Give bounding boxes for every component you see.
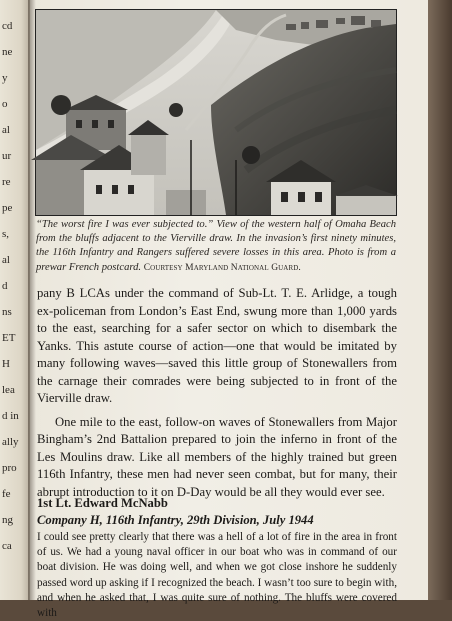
previous-page-edge: [0, 0, 30, 600]
prev-page-fragment: s,: [2, 228, 10, 240]
caption-credit: Courtesy Maryland National Guard.: [143, 262, 301, 273]
prev-page-fragment: cd: [2, 20, 13, 32]
prev-page-fragment: H: [2, 358, 10, 370]
prev-page-fragment: lea: [2, 384, 15, 396]
prev-page-fragment: ca: [2, 540, 12, 552]
speaker-name: 1st Lt. Edward McNabb: [37, 496, 168, 510]
prev-page-fragment: ur: [2, 150, 12, 162]
testimony-heading: [37, 495, 397, 529]
paragraph-2: One mile to the east, follow-on waves of Stonewallers from Major Bingham’s 2nd Battalion prepared to join the inferno in front of the Les Moulins draw. Like all members of the highly trained but green 116th Infantry, these men had never seen combat, but for many, their abrupt introduction to it on D-Day would be all they would ever see.: [37, 414, 397, 499]
body-text: [37, 285, 397, 501]
prev-page-fragment: ET: [2, 332, 16, 344]
prev-page-fragment: re: [2, 176, 11, 188]
prev-page-fragment: fe: [2, 488, 11, 500]
book-page-stack-edge: [428, 0, 452, 600]
omaha-beach-photo: [35, 9, 397, 216]
speaker-unit: Company H, 116th Infantry, 29th Division, July 1944: [37, 513, 314, 527]
prev-page-fragment: ally: [2, 436, 19, 448]
caption-text: “The worst fire I was ever subjected to.” View of the western half of Omaha Beach from the bluffs adjacent to the Vierville draw. In the invasion’s first ninety minutes, the 116th Infantry and Rangers suffered severe losses in this area. Photo is from a prewar French postcard.: [36, 219, 396, 273]
prev-page-fragment: al: [2, 254, 10, 266]
testimony-paragraph: I could see pretty clearly that there was a hell of a lot of fire in the area in front of us. We had a young naval officer in our boat who was in command of our boat division. He was doing well, and when we got close inshore he suddenly passed word up asking if I recognized the beach. I wasn’t too sure to begin with, and when he asked that, I was quite sure of nothing. The bluffs were covered with: [37, 531, 397, 620]
prev-page-fragment: ng: [2, 514, 13, 526]
photo-caption: [36, 218, 396, 275]
prev-page-fragment: ns: [2, 306, 12, 318]
book-page: [30, 0, 428, 620]
book-gutter-shadow: [28, 0, 36, 600]
prev-page-fragment: al: [2, 124, 10, 136]
prev-page-fragment: pe: [2, 202, 13, 214]
testimony-text: [37, 530, 397, 621]
prev-page-fragment: pro: [2, 462, 17, 474]
prev-page-fragment: d in: [2, 410, 19, 422]
prev-page-fragment: y: [2, 72, 8, 84]
paragraph-1: pany B LCAs under the command of Sub-Lt. T. E. Arlidge, a tough ex-policeman from London’s East End, swung more than 1,000 yards to the east, searching for a safer sector on which to disembark the Yanks. This astute course of action—one that would be imitated by many following waves—saved this little group of Stonewallers from the carnage their comrades were being subjected to in front of the Vierville draw.: [37, 286, 397, 405]
prev-page-fragment: o: [2, 98, 8, 110]
prev-page-fragment: ne: [2, 46, 13, 58]
prev-page-fragment: d: [2, 280, 8, 292]
